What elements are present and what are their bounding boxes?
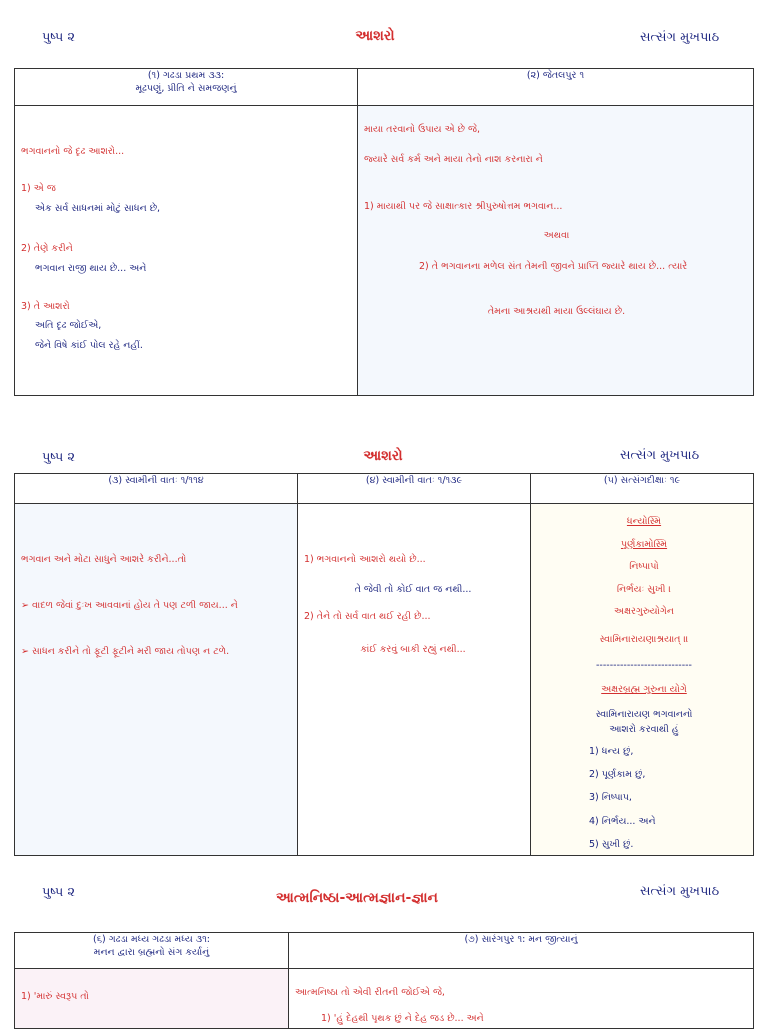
text-line: 3) નિષ્પાપ, (589, 792, 632, 803)
text-line: તેમના આશ્રયથી માયા ઉલ્લંઘાય છે. (487, 306, 626, 317)
pushp-label-3: પુષ્પ ૨ (42, 885, 76, 900)
text-line: 2) તે ભગવાનના મળેલ સંત તેમની જીવને પ્રાપ્તિ જ્યારે થાય છે... ત્યારે (419, 261, 688, 272)
text-line: 2) તેણે કરીને (21, 243, 73, 254)
text-line: ભગવાન રાજી થાય છે... અને (35, 263, 147, 274)
text-line: 1) 'હું દેહથી પૃથક છું ને દેહ જડ છે... અને (321, 1013, 484, 1024)
divider: ---------------------------- (596, 660, 692, 671)
col-head-6 (15, 933, 289, 969)
col-head-1-line1: (૧) ગઢડા પ્રથમ ૩૩: (147, 70, 225, 81)
col-head-1 (15, 69, 358, 106)
col-head-2: (૨) જેતલપુર ૧ (358, 69, 754, 106)
cell-1-left (15, 106, 358, 396)
text-line: 3) તે આશરો (21, 301, 70, 312)
text-line: અથવા (543, 230, 570, 241)
text-line: 1) 'મારું સ્વરૂપ તો (21, 991, 89, 1002)
col-head-4: (૪) સ્વામીની વાતઃ ૧/૧૩૯ (298, 474, 531, 504)
section-title-3: આત્મનિષ્ઠા-આત્મજ્ઞાન-જ્ઞાન (276, 890, 438, 906)
text-line: અક્ષરગુરુયોગેન (614, 606, 674, 617)
text-line: 1) માયાથી પર જે સાક્ષાત્કાર શ્રીપુરુષોત્તમ ભગવાન... (364, 201, 563, 212)
section-title-2: આશરો (363, 448, 403, 464)
pushp-label-2: પુષ્પ ૨ (42, 450, 76, 465)
text-line: ➢ સાધન કરીને તો ફૂટી ફૂટીને મરી જાય તોપણ ન ટળે. (21, 646, 230, 657)
cell-3-right (289, 969, 754, 1029)
cell-2-right (531, 504, 754, 856)
col-head-3: (૩) સ્વામીની વાતઃ ૧/૧૧૪ (15, 474, 298, 504)
col-head-1-line2: મૂઢપણું, પ્રીતિ ને સમજણનું (135, 82, 237, 94)
text-line: 5) સુખી છું. (589, 839, 634, 850)
text-line: આશરો કરવાથી હું (609, 724, 679, 735)
col-head-5: (૫) સત્સંગદીક્ષાઃ ૧૯ (531, 474, 754, 504)
cell-3-left (15, 969, 289, 1029)
text-line: 1) ભગવાનનો આશરો થયો છે... (304, 554, 426, 565)
table-2 (14, 473, 754, 856)
cell-2-left (15, 504, 298, 856)
cell-2-mid (298, 504, 531, 856)
text-line: 1) ધન્ય છું, (589, 746, 634, 757)
col-head-7: (૭) સારંગપુર ૧: મન જીત્યાનું (289, 933, 754, 969)
text-line: એક સર્વ સાધનમાં મોટું સાધન છે, (35, 203, 161, 214)
text-line: 2) તેને તો સર્વ વાત થઈ રહી છે... (304, 611, 431, 622)
text-line: ➢ વાદળ જેવાં દુઃખ આવવાનાં હોય તે પણ ટળી જાય... ને (21, 600, 238, 611)
text-line: ભગવાનનો જે દૃઢ આશરો... (21, 146, 125, 157)
text-line: જ્યારે સર્વ કર્મ અને માયા તેનો નાશ કરનારા ને (364, 154, 543, 165)
satsang-label-3: સત્સંગ મુખપાઠ (640, 884, 720, 899)
section-title-1: આશરો (355, 28, 395, 44)
text-line: જેને વિષે કાંઈ પોલ રહે નહીં. (35, 340, 143, 351)
table-1 (14, 68, 754, 396)
text-line: તે જેવી તો કોઈ વાત જ નથી... (354, 584, 472, 595)
col-head-6-line1: (૬) ગઢડા મધ્ય ગઢડા મધ્ય ૩૧: (93, 934, 210, 945)
text-line: આત્મનિષ્ઠા તો એવી રીતની જોઈએ જે, (295, 987, 445, 998)
cell-1-right (358, 106, 754, 396)
satsang-label-1: સત્સંગ મુખપાઠ (640, 30, 720, 45)
text-line: પૂર્ણકામોસ્મિ (620, 539, 668, 550)
text-line: ધન્યોસ્મિ (626, 516, 662, 527)
text-line: કાંઈ કરવું બાકી રહ્યું નથી... (360, 644, 466, 655)
text-line: સ્વામિનારાયણ ભગવાનનો (595, 709, 693, 720)
text-line: નિર્ભયઃ સુખી । (616, 584, 672, 595)
text-line: 1) એ જ (21, 183, 56, 194)
col-head-6-line2: મનન દ્વારા બ્રહ્મનો સંગ કર્યાનું (93, 946, 210, 958)
text-line: અતિ દૃઢ જોઈએ, (35, 320, 102, 331)
pushp-label-1: પુષ્પ ૨ (42, 30, 76, 45)
satsang-label-2: સત્સંગ મુખપાઠ (620, 448, 700, 463)
text-line: સ્વામિનારાયણાશ્રયાત્ ॥ (599, 634, 689, 645)
text-line: 4) નિર્ભય... અને (589, 816, 656, 827)
text-line: ભગવાન અને મોટા સાધુને આશરે કરીને...તો (21, 554, 187, 565)
text-line: માયા તરવાનો ઉપાય એ છે જે, (364, 124, 480, 135)
text-line: નિષ્પાપો (629, 561, 659, 572)
text-line: 2) પૂર્ણકામ છું, (589, 769, 646, 780)
table-3 (14, 932, 754, 1029)
text-line: અક્ષરબ્રહ્મ ગુરુના યોગે (601, 684, 687, 695)
